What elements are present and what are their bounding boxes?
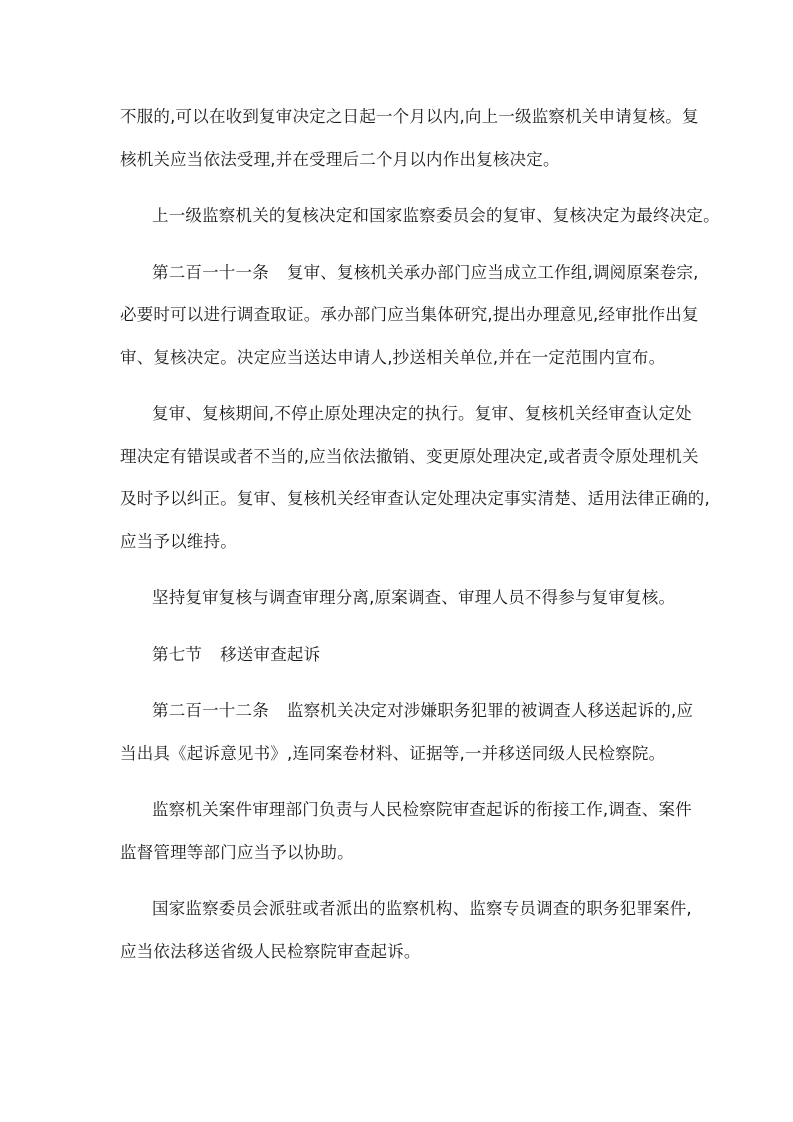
paragraph-line: 理决定有错误或者不当的,应当依法撤销、变更原处理决定,或者责令原处理机关 xyxy=(120,447,699,466)
paragraph-line: 审、复核决定。决定应当送达申请人,抄送相关单位,并在一定范围内宣布。 xyxy=(120,348,666,367)
paragraph-line: 应当依法移送省级人民检察院审查起诉。 xyxy=(120,942,421,961)
paragraph-line: 应当予以维持。 xyxy=(120,532,237,551)
article-text: 监察机关决定对涉嫌职务犯罪的被调查人移送起诉的,应 xyxy=(286,701,694,720)
paragraph-line: 监督管理等部门应当予以协助。 xyxy=(120,843,354,862)
paragraph-line: 必要时可以进行调查取证。承办部门应当集体研究,提出办理意见,经审批作出复 xyxy=(120,305,699,324)
section-number: 第七节 xyxy=(152,645,203,664)
article-number: 第二百一十一条 xyxy=(152,263,269,282)
paragraph-line: 国家监察委员会派驻或者派出的监察机构、监察专员调查的职务犯罪案件, xyxy=(152,899,692,918)
section-heading xyxy=(152,644,320,666)
paragraph-line: 当出具《起诉意见书》,连同案卷材料、证据等,一并移送同级人民检察院。 xyxy=(120,744,666,763)
paragraph-line: 及时予以纠正。复审、复核机关经审查认定处理决定事实清楚、适用法律正确的, xyxy=(120,489,710,508)
paragraph-line: 上一级监察机关的复核决定和国家监察委员会的复审、复核决定为最终决定。 xyxy=(152,206,720,225)
paragraph-line: 坚持复审复核与调查审理分离,原案调查、审理人员不得参与复审复核。 xyxy=(152,588,676,607)
paragraph-line: 复审、复核期间,不停止原处理决定的执行。复审、复核机关经审查认定处 xyxy=(152,404,692,423)
article-line xyxy=(152,700,693,722)
paragraph-line: 不服的,可以在收到复审决定之日起一个月以内,向上一级监察机关申请复核。复 xyxy=(120,107,699,126)
article-number: 第二百一十二条 xyxy=(152,701,269,720)
article-text: 复审、复核机关承办部门应当成立工作组,调阅原案卷宗, xyxy=(286,263,699,282)
paragraph-line: 监察机关案件审理部门负责与人民检察院审查起诉的衔接工作,调查、案件 xyxy=(152,800,692,819)
section-title: 移送审查起诉 xyxy=(220,645,321,664)
paragraph-line: 核机关应当依法受理,并在受理后二个月以内作出复核决定。 xyxy=(120,150,560,169)
article-line xyxy=(152,262,699,284)
